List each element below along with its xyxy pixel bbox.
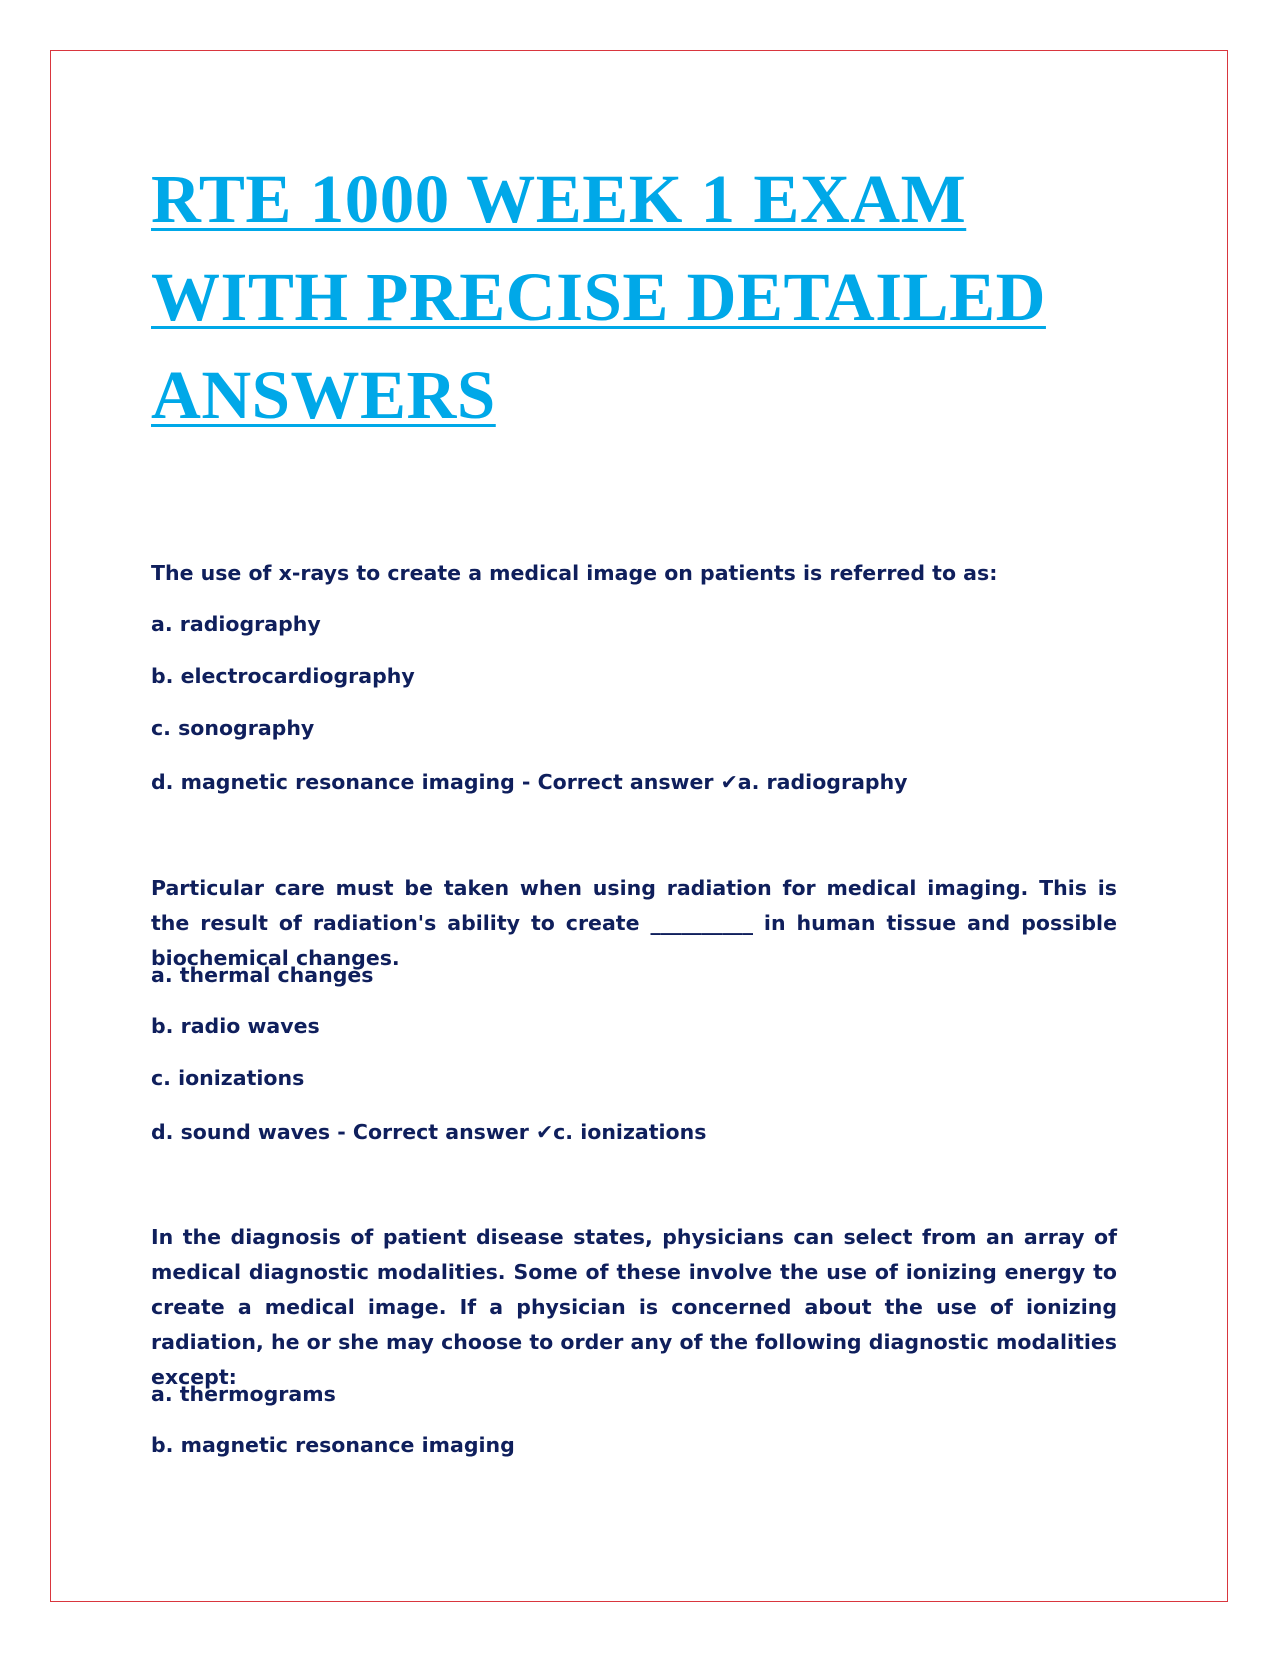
question-2-prompt: Particular care must be taken when using radiation for medical imaging. This is the result of radiation's ability to create __________ in human tissue and possible biochemical changes. bbox=[151, 876, 1117, 970]
question-3-option-b: b. magnetic resonance imaging bbox=[151, 1433, 515, 1457]
question-1-option-a: a. radiography bbox=[151, 612, 321, 636]
question-2-option-b: b. radio waves bbox=[151, 1014, 320, 1038]
title-line-3: ANSWERS bbox=[151, 357, 496, 433]
document-title bbox=[151, 150, 1151, 444]
question-1-prompt: The use of x-rays to create a medical image on patients is referred to as: bbox=[151, 561, 998, 585]
question-1-option-d-answer: d. magnetic resonance imaging - Correct answer ✔a. radiography bbox=[151, 770, 908, 794]
question-2-option-c: c. ionizations bbox=[151, 1066, 305, 1090]
title-line-1: RTE 1000 WEEK 1 EXAM bbox=[151, 161, 967, 237]
question-2-option-a: a. thermal changes bbox=[151, 963, 374, 987]
question-1-option-c: c. sonography bbox=[151, 716, 315, 740]
question-2-option-d-answer: d. sound waves - Correct answer ✔c. ionizations bbox=[151, 1120, 707, 1144]
title-line-2: WITH PRECISE DETAILED bbox=[151, 259, 1046, 335]
question-1-option-b: b. electrocardiography bbox=[151, 664, 415, 688]
question-3-option-a: a. thermograms bbox=[151, 1382, 336, 1406]
question-3-prompt: In the diagnosis of patient disease states, physicians can select from an array of medical diagnostic modalities. Some of these involve the use of ionizing energy to create a medical image. If a physician is concerned about the use of ionizing radiation, he or she may choose to order any of the following diagnostic modalities except: bbox=[151, 1225, 1117, 1389]
